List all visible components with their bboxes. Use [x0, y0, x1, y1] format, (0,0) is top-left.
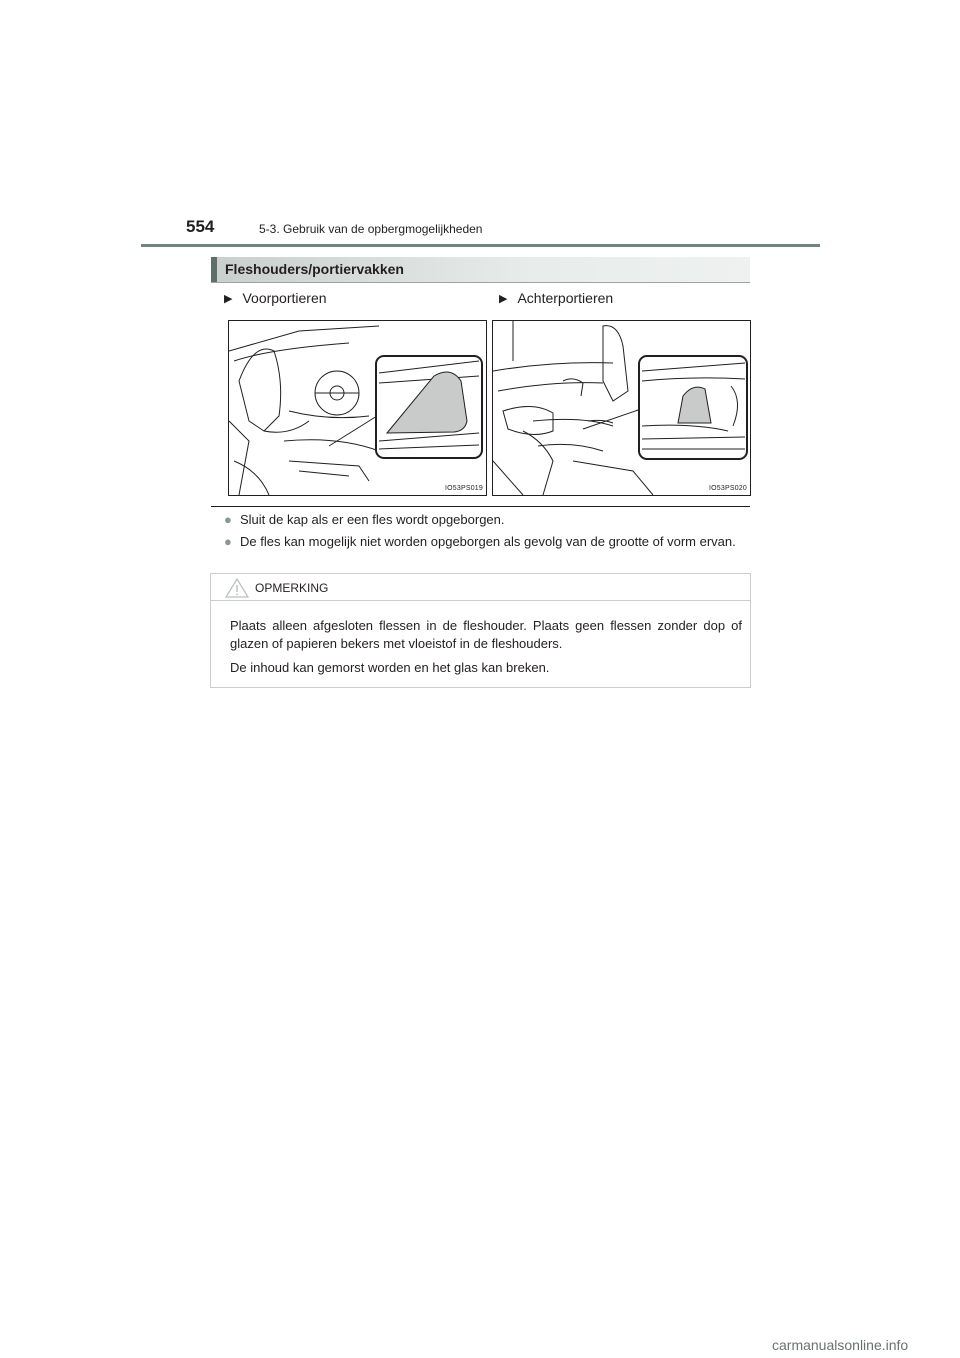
- notice-label: OPMERKING: [255, 581, 329, 595]
- arrow-right-icon: ▶: [224, 292, 233, 305]
- subheading-label: Achterportieren: [517, 290, 614, 306]
- section-title: Fleshouders/portiervakken: [225, 261, 404, 277]
- notice-header: [211, 574, 750, 601]
- figure-rear-door-bottle-holder: [492, 320, 751, 496]
- list-item: [224, 511, 750, 529]
- watermark-logo: carmanualsonline.info: [772, 1337, 909, 1353]
- figure-front-door-bottle-holder: [228, 320, 487, 496]
- bullet-list: [224, 511, 750, 555]
- notice-body: [230, 617, 742, 683]
- running-head: 5-3. Gebruik van de opbergmogelijkheden: [259, 222, 483, 236]
- section-tab-marker: [211, 257, 217, 282]
- arrow-right-icon: ▶: [499, 292, 508, 305]
- subheading-rear-doors: [499, 290, 613, 306]
- notice-paragraph: Plaats alleen afgesloten flessen in de fleshouder. Plaats geen flessen zonder dop of glazen of papieren bekers met vloeistof in de fleshouders.: [230, 618, 742, 651]
- subheading-label: Voorportieren: [242, 290, 327, 306]
- list-item-text: Sluit de kap als er een fles wordt opgeborgen.: [240, 512, 505, 527]
- figure-code: IO53PS019: [445, 485, 483, 492]
- page-number: 554: [186, 217, 215, 236]
- header-rule: [141, 244, 820, 247]
- notice-box: [210, 573, 751, 688]
- subheading-front-doors: [224, 290, 327, 306]
- figure-code: IO53PS020: [709, 485, 747, 492]
- notice-paragraph: De inhoud kan gemorst worden en het glas kan breken.: [230, 660, 550, 675]
- figure-divider-rule: [211, 506, 750, 507]
- rear-door-illustration: [493, 321, 750, 495]
- list-item-text: De fles kan mogelijk niet worden opgeborgen als gevolg van de grootte of vorm ervan.: [240, 534, 736, 549]
- section-heading-bar: [211, 257, 750, 283]
- list-item: [224, 533, 750, 551]
- warning-triangle-icon: [225, 578, 249, 598]
- bullet-dot-icon: ●: [224, 512, 232, 527]
- bullet-dot-icon: ●: [224, 534, 232, 549]
- front-door-illustration: [229, 321, 486, 495]
